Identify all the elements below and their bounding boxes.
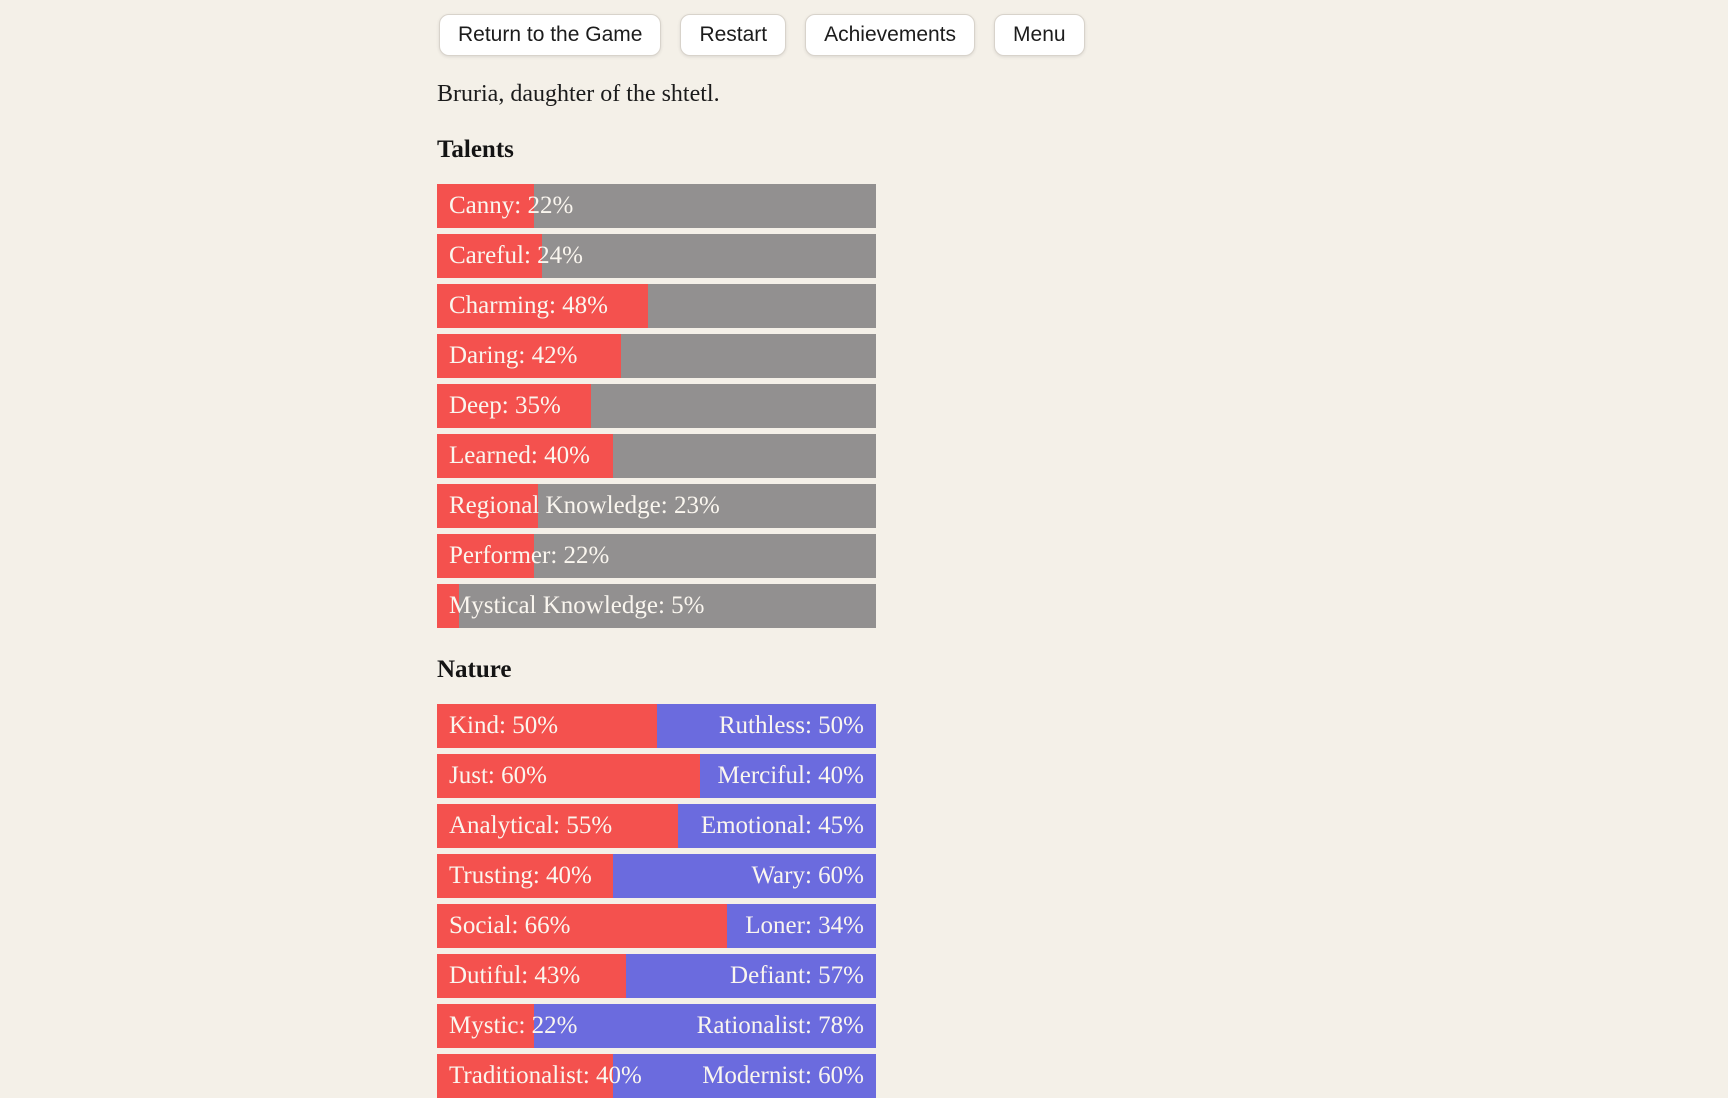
stat-bar-label: Learned: 40% xyxy=(449,442,590,470)
nature-heading: Nature xyxy=(437,656,512,684)
talent-stat-bar xyxy=(437,484,876,528)
stat-bar-label: Mystical Knowledge: 5% xyxy=(449,592,705,620)
talent-stat-bar xyxy=(437,234,876,278)
talents-bar-group xyxy=(437,184,876,628)
menu-button[interactable]: Menu xyxy=(994,14,1085,56)
talent-stat-bar xyxy=(437,184,876,228)
nature-stat-bar xyxy=(437,1004,876,1048)
stat-bar-right-label: Emotional: 45% xyxy=(700,812,864,840)
talent-stat-bar xyxy=(437,284,876,328)
stat-bar-left-label: Traditionalist: 40% xyxy=(449,1062,642,1090)
nature-bar-group xyxy=(437,704,876,1098)
nature-stat-bar xyxy=(437,754,876,798)
stat-bar-right-label: Rationalist: 78% xyxy=(696,1012,864,1040)
stat-bar-label: Canny: 22% xyxy=(449,192,574,220)
stat-bar-left-label: Dutiful: 43% xyxy=(449,962,581,990)
stat-bar-left-label: Mystic: 22% xyxy=(449,1012,578,1040)
stat-bar-right-label: Merciful: 40% xyxy=(717,762,864,790)
talents-heading: Talents xyxy=(437,136,514,164)
stat-bar-right-label: Modernist: 60% xyxy=(702,1062,864,1090)
talent-stat-bar xyxy=(437,584,876,628)
stat-bar-right-label: Ruthless: 50% xyxy=(718,712,864,740)
stat-bar-label: Daring: 42% xyxy=(449,342,578,370)
stat-bar-right-label: Wary: 60% xyxy=(751,862,864,890)
nature-stat-bar xyxy=(437,954,876,998)
stat-bar-label: Regional Knowledge: 23% xyxy=(449,492,720,520)
character-description: Bruria, daughter of the shtetl. xyxy=(437,81,720,108)
nature-stat-bar xyxy=(437,704,876,748)
stat-bar-left-label: Analytical: 55% xyxy=(449,812,613,840)
talent-stat-bar xyxy=(437,434,876,478)
stat-bar-label: Deep: 35% xyxy=(449,392,561,420)
stat-bar-right-label: Defiant: 57% xyxy=(730,962,864,990)
stat-bar-label: Performer: 22% xyxy=(449,542,610,570)
nature-stat-bar xyxy=(437,904,876,948)
return-to-the-game-button[interactable]: Return to the Game xyxy=(439,14,661,56)
restart-button[interactable]: Restart xyxy=(680,14,786,56)
stat-bar-right-label: Loner: 34% xyxy=(745,912,864,940)
talent-stat-bar xyxy=(437,384,876,428)
stat-bar-left-label: Kind: 50% xyxy=(449,712,559,740)
stat-bar-left-label: Social: 66% xyxy=(449,912,571,940)
stat-bar-label: Careful: 24% xyxy=(449,242,583,270)
stat-bar-left-label: Trusting: 40% xyxy=(449,862,592,890)
stat-bar-label: Charming: 48% xyxy=(449,292,609,320)
nature-stat-bar xyxy=(437,854,876,898)
nature-stat-bar xyxy=(437,804,876,848)
achievements-button[interactable]: Achievements xyxy=(805,14,975,56)
nature-stat-bar xyxy=(437,1054,876,1098)
talent-stat-bar xyxy=(437,334,876,378)
toolbar xyxy=(439,14,1137,56)
stats-page xyxy=(437,0,1137,1098)
stat-bar-left-label: Just: 60% xyxy=(449,762,547,790)
talent-stat-bar xyxy=(437,534,876,578)
